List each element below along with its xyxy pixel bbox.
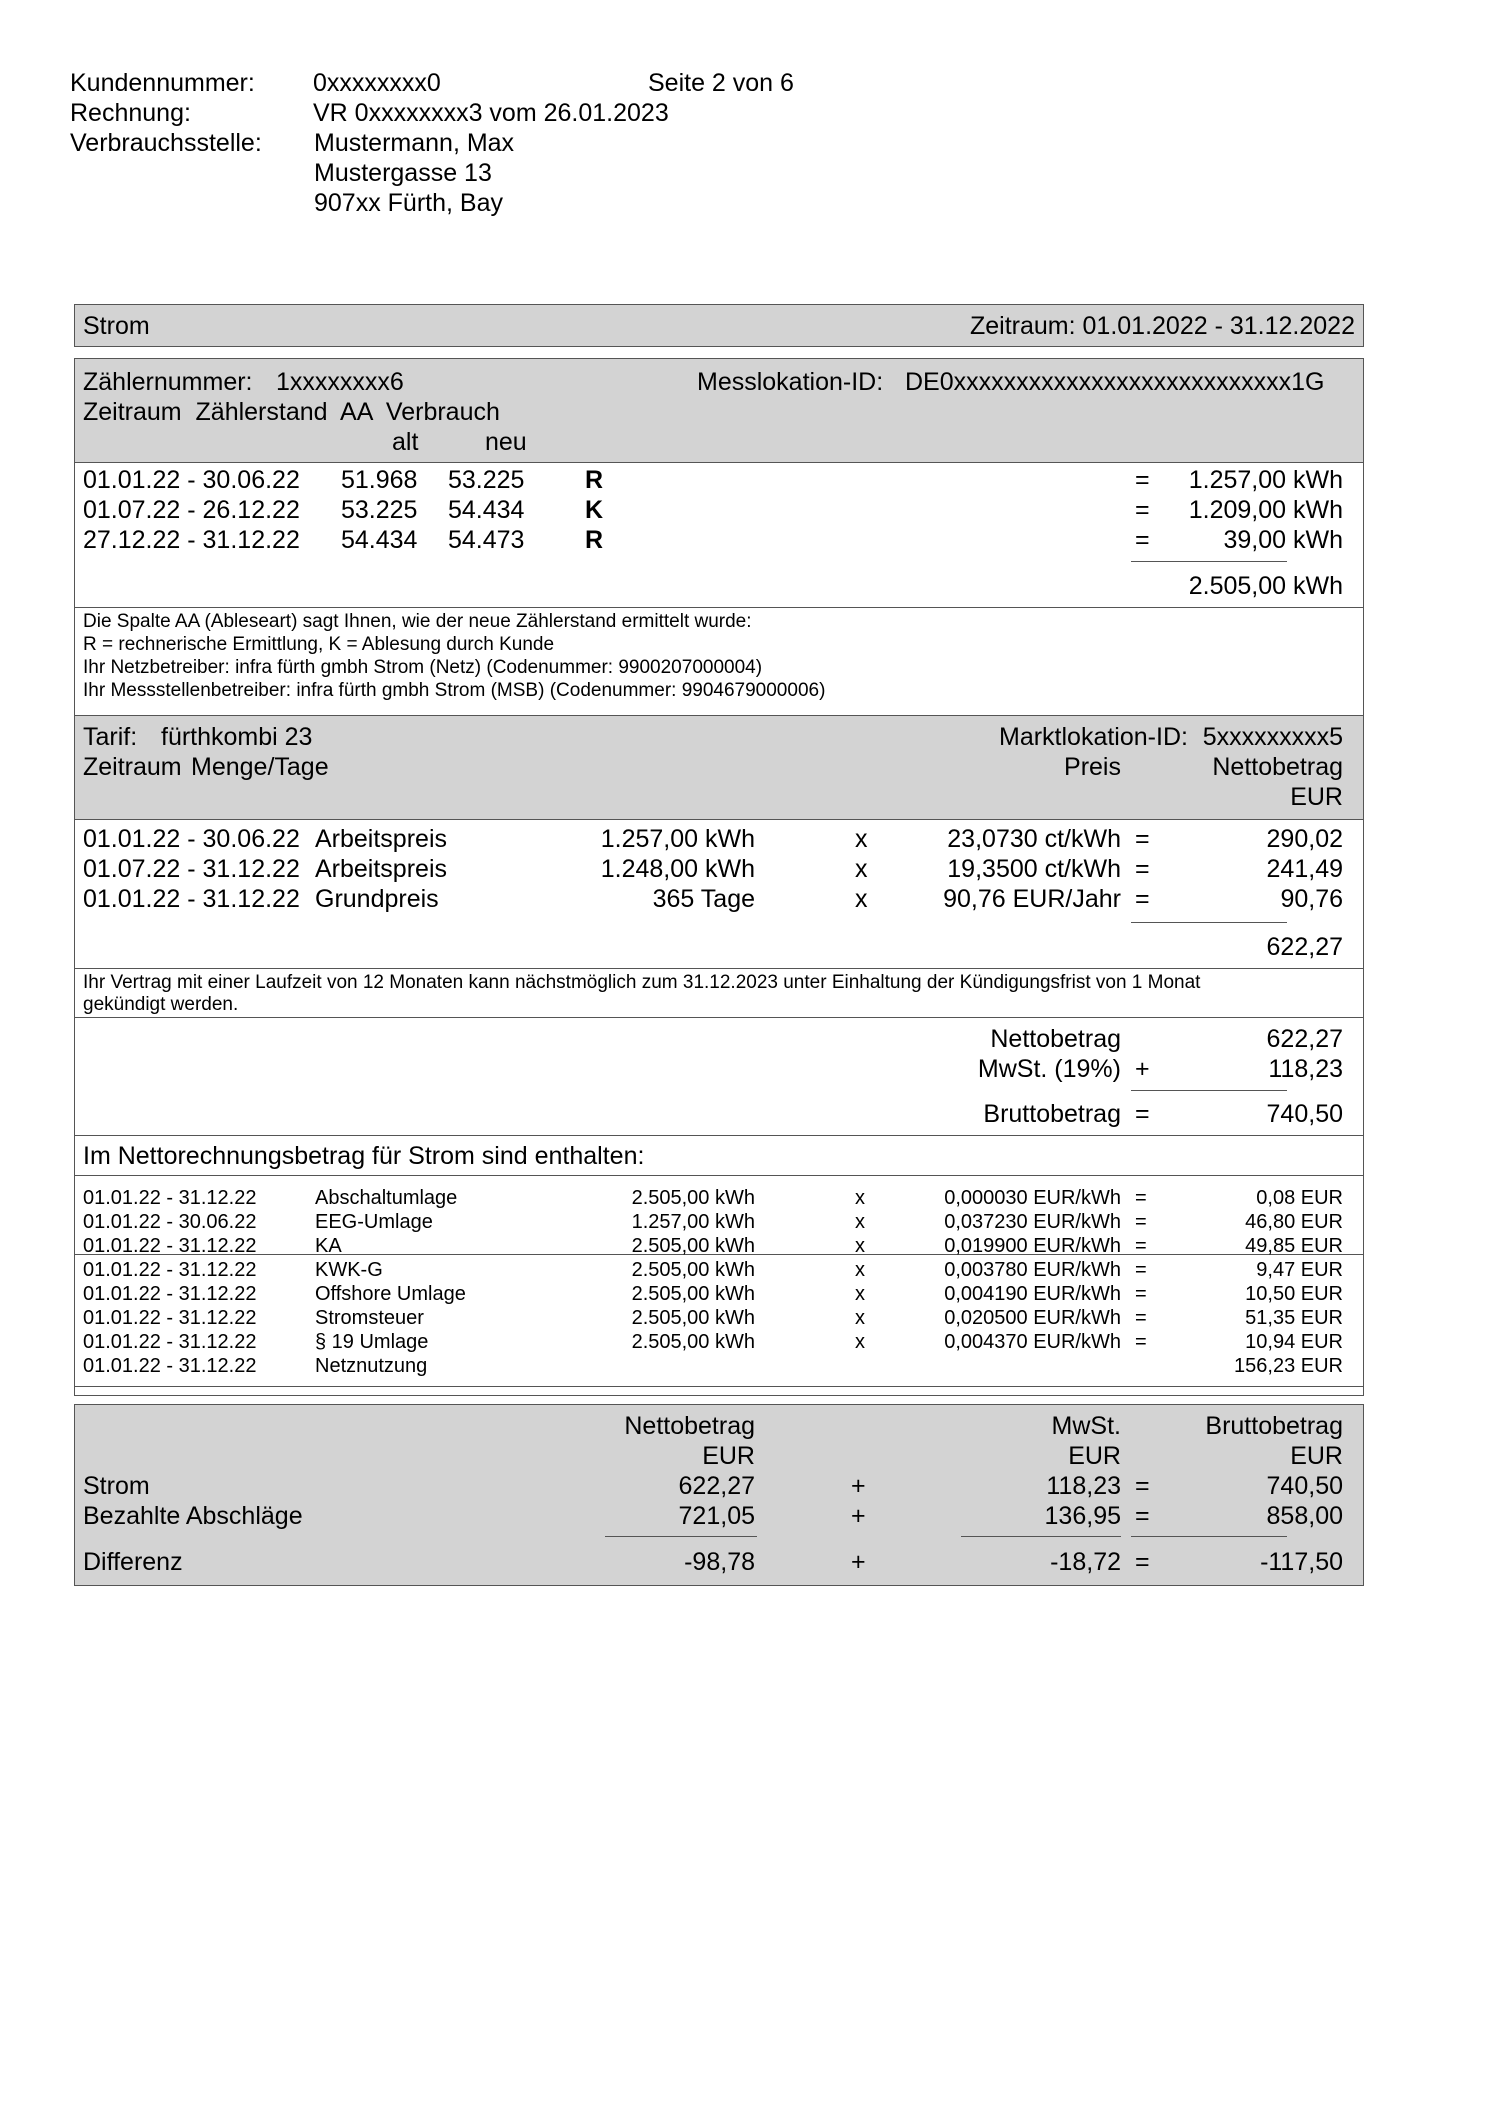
sum-rule: [1131, 922, 1287, 923]
tariff-row-x: x: [855, 885, 868, 913]
note-line: R = rechnerische Ermittlung, K = Ablesung durch Kunde: [83, 634, 555, 655]
totals-row-mwst: -18,72: [1050, 1548, 1121, 1576]
included-row-menge: 2.505,00 kWh: [631, 1259, 755, 1281]
meter-row-neu: 54.473: [448, 526, 525, 554]
strom-section-bar: [74, 304, 1364, 347]
tariff-row-betrag: 241,49: [1266, 855, 1343, 883]
included-row-x: x: [855, 1307, 865, 1329]
messlokation-label: Messlokation-ID:: [697, 368, 884, 396]
included-row-x: x: [855, 1331, 865, 1353]
included-row-x: x: [855, 1211, 865, 1233]
included-row-preis: 0,004190 EUR/kWh: [944, 1283, 1121, 1305]
tariff-row-art: Grundpreis: [315, 885, 439, 913]
meter-total: 2.505,00 kWh: [1188, 572, 1343, 600]
included-row-zeitraum: 01.01.22 - 31.12.22: [83, 1355, 257, 1377]
included-row-x: x: [855, 1259, 865, 1281]
included-row-menge: 2.505,00 kWh: [631, 1307, 755, 1329]
included-row-name: Stromsteuer: [315, 1307, 424, 1329]
included-row-zeitraum: 01.01.22 - 30.06.22: [83, 1211, 257, 1233]
included-row-menge: 2.505,00 kWh: [631, 1235, 755, 1257]
totals-row-op: =: [1135, 1548, 1150, 1576]
included-row-menge: 2.505,00 kWh: [631, 1331, 755, 1353]
meter-row-zeitraum: 01.01.22 - 30.06.22: [83, 466, 300, 494]
included-row-betrag: 0,08 EUR: [1256, 1187, 1343, 1209]
meter-row-eq: =: [1135, 496, 1150, 524]
included-row-x: x: [855, 1187, 865, 1209]
meter-row-alt: 51.968: [341, 466, 418, 494]
meter-row-zeitraum: 27.12.22 - 31.12.22: [83, 526, 300, 554]
tariff-row-x: x: [855, 855, 868, 883]
meter-column-headers: Zeitraum Zählerstand AA Verbrauch: [83, 398, 500, 426]
tariff-row-menge: 365 Tage: [652, 885, 755, 913]
rechnung-label: Rechnung:: [70, 99, 191, 127]
included-row-name: Netznutzung: [315, 1355, 428, 1377]
tariff-total: 622,27: [1266, 933, 1343, 961]
zaehler-label: Zählernummer:: [83, 368, 253, 396]
divider: [75, 968, 1363, 969]
col-eur: EUR: [1290, 783, 1343, 811]
contract-note: gekündigt werden.: [83, 994, 239, 1015]
included-row-betrag: 9,47 EUR: [1256, 1259, 1343, 1281]
included-row-betrag: 51,35 EUR: [1245, 1307, 1343, 1329]
tarif-label: Tarif:: [83, 723, 138, 751]
note-line: Ihr Messstellenbetreiber: infra fürth gmbh Strom (MSB) (Codenummer: 9904679000006): [83, 680, 826, 701]
totals-col-eur: EUR: [702, 1442, 755, 1470]
included-row-zeitraum: 01.01.22 - 31.12.22: [83, 1235, 257, 1257]
page-number: Seite 2 von 6: [648, 69, 794, 97]
meter-row-eq: =: [1135, 466, 1150, 494]
included-row-zeitraum: 01.01.22 - 31.12.22: [83, 1307, 257, 1329]
totals-row-netto: -98,78: [684, 1548, 755, 1576]
divider: [75, 607, 1363, 608]
address-line: Mustergasse 13: [314, 159, 492, 187]
section-title: Strom: [83, 312, 150, 340]
tariff-row-zeitraum: 01.01.22 - 31.12.22: [83, 885, 300, 913]
totals-row-label: Bezahlte Abschläge: [83, 1502, 303, 1530]
sum-rule: [1131, 1536, 1287, 1537]
mwst-label: MwSt. (19%): [977, 1055, 1121, 1083]
included-row-betrag: 10,50 EUR: [1245, 1283, 1343, 1305]
tarif-value: fürthkombi 23: [161, 723, 313, 751]
totals-col-brutto: Bruttobetrag: [1205, 1412, 1343, 1440]
included-row-eq: =: [1135, 1235, 1147, 1257]
totals-row-op: =: [1135, 1472, 1150, 1500]
totals-row-mwst: 118,23: [1046, 1472, 1121, 1500]
col-neu: neu: [485, 428, 527, 456]
included-row-x: x: [855, 1235, 865, 1257]
included-row-menge: 2.505,00 kWh: [631, 1187, 755, 1209]
col-preis: Preis: [1064, 753, 1121, 781]
tariff-block: [74, 715, 1364, 1255]
totals-row-op: +: [851, 1472, 866, 1500]
meter-row-verbrauch: 1.257,00 kWh: [1188, 466, 1343, 494]
included-row-eq: =: [1135, 1259, 1147, 1281]
kundennummer-label: Kundennummer:: [70, 69, 255, 97]
included-row-name: KWK-G: [315, 1259, 383, 1281]
tariff-row-eq: =: [1135, 885, 1150, 913]
brutto-label: Bruttobetrag: [983, 1100, 1121, 1128]
included-row-zeitraum: 01.01.22 - 31.12.22: [83, 1259, 257, 1281]
meter-row-neu: 53.225: [448, 466, 525, 494]
included-row-preis: 0,003780 EUR/kWh: [944, 1259, 1121, 1281]
meter-header: [75, 359, 1363, 463]
tariff-row-menge: 1.257,00 kWh: [600, 825, 755, 853]
totals-row-brutto: 858,00: [1266, 1502, 1343, 1530]
col-netto: Nettobetrag: [1212, 753, 1343, 781]
included-row-preis: 0,037230 EUR/kWh: [944, 1211, 1121, 1233]
totals-row-brutto: -117,50: [1260, 1548, 1343, 1576]
included-row-betrag: 46,80 EUR: [1245, 1211, 1343, 1233]
included-row-zeitraum: 01.01.22 - 31.12.22: [83, 1331, 257, 1353]
sum-rule: [1131, 1090, 1287, 1091]
address-line: Mustermann, Max: [314, 129, 515, 157]
included-row-eq: =: [1135, 1211, 1147, 1233]
totals-row-op: +: [851, 1502, 866, 1530]
mwst-value: 118,23: [1268, 1055, 1343, 1083]
included-row-x: x: [855, 1283, 865, 1305]
meter-row-aa: K: [585, 496, 604, 524]
included-row-eq: =: [1135, 1331, 1147, 1353]
included-row-name: Abschaltumlage: [315, 1187, 458, 1209]
totals-row-netto: 622,27: [678, 1472, 755, 1500]
address-line: 907xx Fürth, Bay: [314, 189, 503, 217]
included-row-name: KA: [315, 1235, 342, 1257]
tariff-row-art: Arbeitspreis: [315, 825, 447, 853]
totals-row-netto: 721,05: [678, 1502, 755, 1530]
totals-row-mwst: 136,95: [1044, 1502, 1121, 1530]
col-menge: Menge/Tage: [191, 753, 329, 781]
included-row-menge: 2.505,00 kWh: [631, 1283, 755, 1305]
meter-row-zeitraum: 01.07.22 - 26.12.22: [83, 496, 300, 524]
sum-rule: [961, 1536, 1121, 1537]
meter-row-verbrauch: 39,00 kWh: [1223, 526, 1343, 554]
tariff-row-eq: =: [1135, 855, 1150, 883]
verbrauchsstelle-label: Verbrauchsstelle:: [70, 129, 262, 157]
mwst-op: +: [1135, 1055, 1150, 1083]
totals-col-mwst: MwSt.: [1051, 1412, 1121, 1440]
col-zeitraum: Zeitraum: [83, 753, 182, 781]
note-line: Die Spalte AA (Ableseart) sagt Ihnen, wie der neue Zählerstand ermittelt wurde:: [83, 611, 752, 632]
totals-row-label: Strom: [83, 1472, 150, 1500]
totals-row-op: =: [1135, 1502, 1150, 1530]
included-row-name: § 19 Umlage: [315, 1331, 429, 1353]
divider: [75, 1135, 1363, 1136]
kundennummer-value: 0xxxxxxxx0: [313, 69, 441, 97]
included-row-preis: 0,019900 EUR/kWh: [944, 1235, 1121, 1257]
totals-row-label: Differenz: [83, 1548, 183, 1576]
netto-label: Nettobetrag: [990, 1025, 1121, 1053]
marktlokation-value: 5xxxxxxxxx5: [1202, 723, 1343, 751]
tariff-row-art: Arbeitspreis: [315, 855, 447, 883]
totals-row-brutto: 740,50: [1266, 1472, 1343, 1500]
totals-block: [74, 1404, 1364, 1586]
brutto-value: 740,50: [1266, 1100, 1343, 1128]
included-row-preis: 0,004370 EUR/kWh: [944, 1331, 1121, 1353]
totals-row-op: +: [851, 1548, 866, 1576]
meter-block: [74, 358, 1364, 716]
tariff-row-betrag: 90,76: [1280, 885, 1343, 913]
messlokation-value: DE0xxxxxxxxxxxxxxxxxxxxxxxxxxx1G: [905, 368, 1325, 396]
rechnung-value: VR 0xxxxxxxx3 vom 26.01.2023: [313, 99, 669, 127]
marktlokation-label: Marktlokation-ID:: [999, 723, 1188, 751]
included-block: [74, 1175, 1364, 1396]
included-row-preis: 0,000030 EUR/kWh: [944, 1187, 1121, 1209]
divider: [75, 1017, 1363, 1018]
netto-value: 622,27: [1266, 1025, 1343, 1053]
included-row-eq: =: [1135, 1307, 1147, 1329]
tariff-row-preis: 19,3500 ct/kWh: [947, 855, 1121, 883]
meter-row-alt: 53.225: [341, 496, 418, 524]
sum-rule: [1131, 561, 1287, 562]
included-row-name: Offshore Umlage: [315, 1283, 466, 1305]
included-row-eq: =: [1135, 1187, 1147, 1209]
col-alt: alt: [392, 428, 419, 456]
included-row-betrag: 10,94 EUR: [1245, 1331, 1343, 1353]
included-row-name: EEG-Umlage: [315, 1211, 433, 1233]
meter-row-alt: 54.434: [341, 526, 418, 554]
meter-row-aa: R: [585, 526, 604, 554]
included-row-menge: 1.257,00 kWh: [631, 1211, 755, 1233]
included-row-zeitraum: 01.01.22 - 31.12.22: [83, 1187, 257, 1209]
included-row-betrag: 156,23 EUR: [1234, 1355, 1343, 1377]
totals-col-eur: EUR: [1068, 1442, 1121, 1470]
tariff-row-preis: 90,76 EUR/Jahr: [943, 885, 1121, 913]
divider: [75, 1386, 1363, 1387]
contract-note: Ihr Vertrag mit einer Laufzeit von 12 Monaten kann nächstmöglich zum 31.12.2023 unter Einhaltung der Kündigungsfrist von 1 Monat: [83, 972, 1201, 993]
included-title: Im Nettorechnungsbetrag für Strom sind enthalten:: [83, 1142, 645, 1170]
tariff-header: [75, 716, 1363, 820]
tariff-row-zeitraum: 01.07.22 - 31.12.22: [83, 855, 300, 883]
included-row-betrag: 49,85 EUR: [1245, 1235, 1343, 1257]
meter-row-aa: R: [585, 466, 604, 494]
totals-col-netto: Nettobetrag: [624, 1412, 755, 1440]
tariff-row-betrag: 290,02: [1266, 825, 1343, 853]
totals-col-eur: EUR: [1290, 1442, 1343, 1470]
tariff-row-x: x: [855, 825, 868, 853]
meter-row-eq: =: [1135, 526, 1150, 554]
brutto-op: =: [1135, 1100, 1150, 1128]
tariff-row-eq: =: [1135, 825, 1150, 853]
included-row-eq: =: [1135, 1283, 1147, 1305]
tariff-row-zeitraum: 01.01.22 - 30.06.22: [83, 825, 300, 853]
zaehler-value: 1xxxxxxxx6: [276, 368, 404, 396]
tariff-row-menge: 1.248,00 kWh: [600, 855, 755, 883]
meter-row-neu: 54.434: [448, 496, 525, 524]
tariff-row-preis: 23,0730 ct/kWh: [947, 825, 1121, 853]
meter-row-verbrauch: 1.209,00 kWh: [1188, 496, 1343, 524]
included-row-preis: 0,020500 EUR/kWh: [944, 1307, 1121, 1329]
billing-period: Zeitraum: 01.01.2022 - 31.12.2022: [970, 312, 1355, 340]
sum-rule: [605, 1536, 757, 1537]
included-row-zeitraum: 01.01.22 - 31.12.22: [83, 1283, 257, 1305]
note-line: Ihr Netzbetreiber: infra fürth gmbh Strom (Netz) (Codenummer: 9900207000004): [83, 657, 763, 678]
